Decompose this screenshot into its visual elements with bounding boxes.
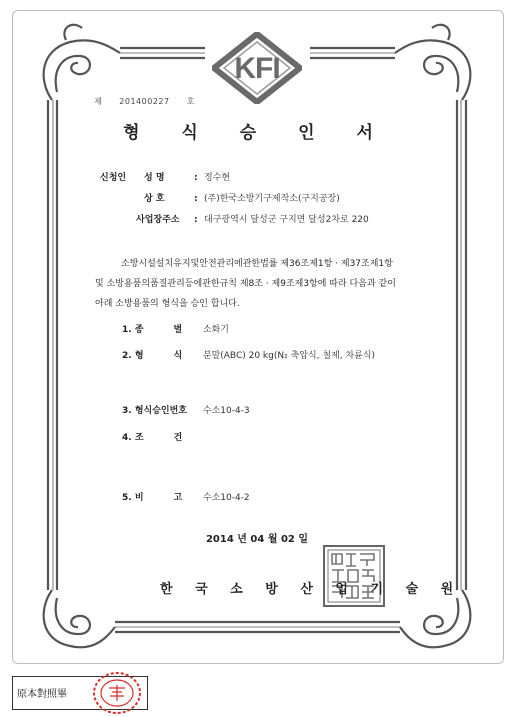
kfi-logo-icon: [212, 32, 302, 104]
item-approval-number: [122, 403, 250, 416]
item-model: [122, 348, 375, 361]
approval-statement: [95, 254, 396, 314]
statement-line-3: 아래 소방용품의 형식을 승인 합니다.: [95, 299, 240, 309]
item-value: 수소10-4-2: [202, 493, 250, 503]
statement-line-1: 소방시설설치유지및안전관리에관한법률 제36조제1항 · 제37조제1항: [121, 259, 393, 269]
serial-suffix: 호: [186, 97, 195, 106]
item-label: 1. 종 별: [122, 325, 183, 335]
address-label: 사업장주소: [136, 215, 180, 225]
name-label: 성 명: [144, 173, 165, 183]
applicant-section: [100, 168, 369, 231]
item-value: 분말(ABC) 20 kg(N₂ 축압식, 철제, 차륜식): [202, 351, 376, 361]
item-label: 2. 형 식: [122, 351, 183, 361]
item-type: [122, 322, 229, 335]
item-remarks: [122, 490, 250, 503]
statement-line-2: 및 소방용품의품질관리등에관한규칙 제8조 · 제9조제3항에 따라 다음과 같이: [95, 279, 396, 289]
issuer-name: 한 국 소 방 산 업 기 술 원: [160, 582, 463, 597]
company-value: (주)한국소방기구제작소(구지공장): [204, 194, 340, 204]
serial-number: [94, 96, 209, 107]
item-label: 4. 조 건: [122, 433, 183, 443]
issue-date: 2014 년 04 월 02 일: [205, 534, 309, 545]
kfi-logo-text: KFI: [234, 52, 280, 85]
item-label: 3. 형식승인번호: [122, 406, 187, 416]
red-stamp-icon: [92, 671, 142, 715]
address-value: 대구광역시 달성군 구지면 달성2차로 220: [204, 215, 369, 225]
official-seal-icon: [322, 544, 386, 608]
item-value: 소화기: [202, 325, 229, 335]
serial-prefix: 제: [94, 97, 103, 106]
item-value: 수소10-4-3: [202, 406, 250, 416]
item-label: 5. 비 고: [122, 493, 183, 503]
colon: :: [194, 173, 198, 183]
document-title: 형 식 승 인 서: [123, 123, 391, 143]
applicant-group-label: 신청인: [100, 173, 127, 183]
colon: :: [194, 215, 198, 225]
name-value: 정수현: [204, 173, 231, 183]
item-conditions: [122, 430, 200, 443]
colon: :: [194, 194, 198, 204]
copy-verification-label: 原本對照畢: [17, 689, 67, 700]
company-label: 상 호: [144, 194, 165, 204]
serial-value: 201400227: [119, 97, 170, 106]
